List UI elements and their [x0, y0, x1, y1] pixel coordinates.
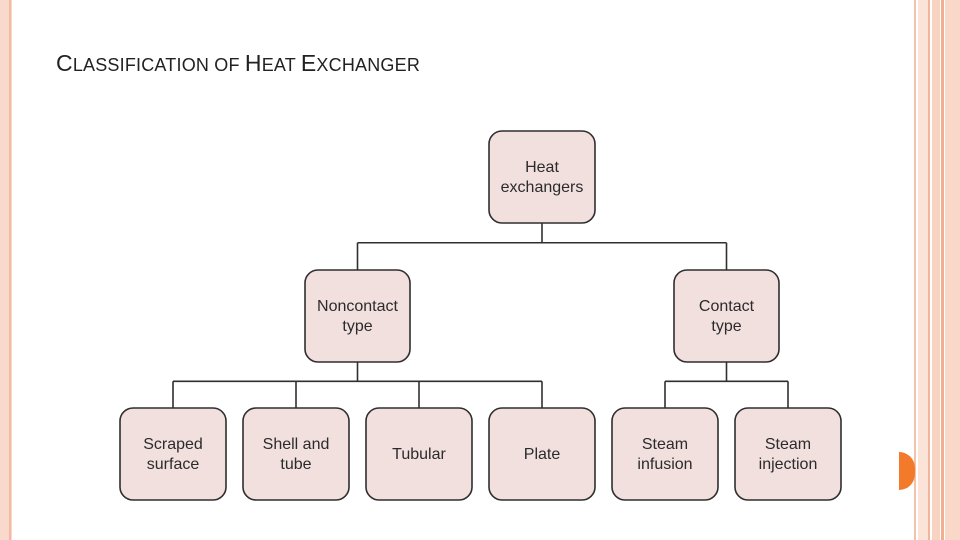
node-steam-injection	[735, 408, 841, 500]
node-label: type	[711, 318, 742, 335]
title-part: E	[300, 50, 317, 76]
title-part: C	[56, 50, 73, 76]
node-label: type	[342, 318, 373, 335]
node-label: Tubular	[392, 446, 446, 463]
node-label: infusion	[637, 456, 693, 473]
node-label: Shell and	[262, 436, 330, 453]
node-label: tube	[280, 456, 312, 473]
node-box	[674, 270, 779, 362]
node-contact-type	[674, 270, 779, 362]
node-noncontact-type	[305, 270, 410, 362]
node-label: Steam	[641, 436, 689, 453]
node-label: Contact	[698, 298, 755, 315]
node-box	[489, 131, 595, 223]
node-label: injection	[758, 456, 818, 473]
node-box	[243, 408, 349, 500]
node-plate	[489, 408, 595, 500]
node-scraped-surface	[120, 408, 226, 500]
node-heat-exchangers	[489, 131, 595, 223]
connector-contact-type	[665, 362, 788, 408]
connector-heat-exchangers	[358, 223, 727, 270]
node-box	[305, 270, 410, 362]
node-shell-and-tube	[243, 408, 349, 500]
node-steam-infusion	[612, 408, 718, 500]
node-tubular	[366, 408, 472, 500]
node-label: exchangers	[500, 179, 584, 196]
connector-noncontact-type	[173, 362, 542, 408]
title-part: LASSIFICATION OF	[72, 55, 245, 75]
node-box	[612, 408, 718, 500]
node-label: Steam	[764, 436, 812, 453]
title-part: EAT	[261, 55, 301, 75]
node-box	[120, 408, 226, 500]
node-label: Noncontact	[317, 298, 398, 315]
node-box	[735, 408, 841, 500]
title-part: XCHANGER	[316, 55, 421, 75]
node-label: Heat	[525, 159, 559, 176]
node-label: Scraped	[143, 436, 203, 453]
title-part: H	[244, 50, 262, 76]
node-label: surface	[146, 456, 200, 473]
node-label: Plate	[523, 446, 561, 463]
